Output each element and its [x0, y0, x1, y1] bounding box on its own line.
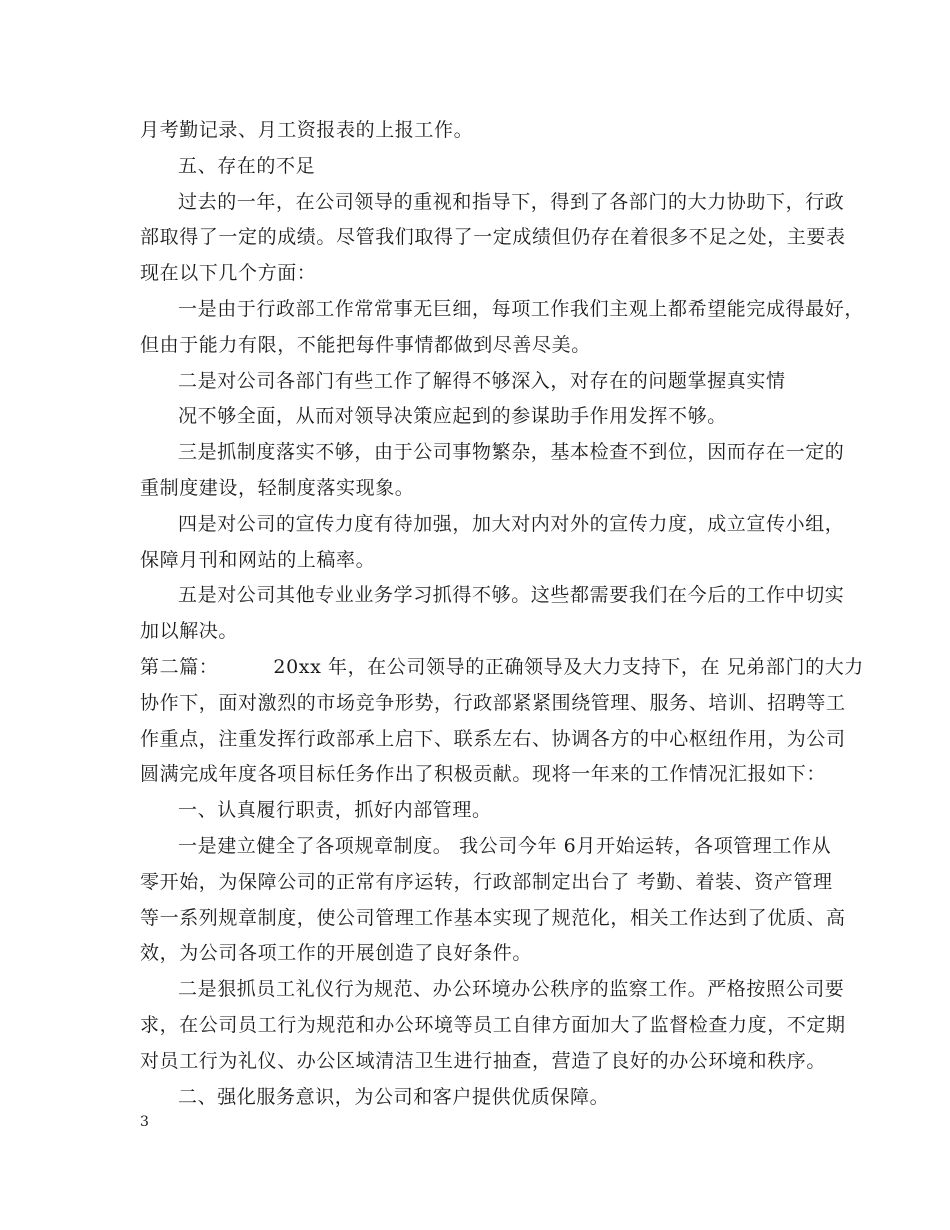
section-label: 第二篇： [140, 655, 219, 678]
line-text: 加以解决。 [140, 620, 239, 643]
text-line [140, 256, 820, 292]
line-text: 等一系列规章制度，使公司管理工作基本实现了规范化，相关工作达到了优质、高 [140, 906, 846, 929]
line-text: 二是狠抓员工礼仪行为规范、办公环境办公秩序的监察工作。严格按照公司要 [178, 978, 845, 1001]
line-text: 20xx 年，在公司领导的正确领导及大力支持下，在 兄弟部门的大力 [273, 655, 864, 678]
text-line [140, 1080, 820, 1116]
line-text: 圆满完成年度各项目标任务作出了积极贡献。现将一年来的工作情况汇报如下： [140, 763, 827, 786]
document-body [140, 113, 865, 1115]
text-line [140, 578, 845, 614]
text-line [140, 113, 820, 149]
line-text: 五是对公司其他专业业务学习抓得不够。这些都需要我们在今后的工作中切实 [178, 584, 845, 607]
text-line [140, 936, 820, 972]
text-line [140, 399, 820, 435]
text-line [140, 650, 864, 686]
line-text: 况不够全面，从而对领导决策应起到的参谋助手作用发挥不够。 [178, 405, 727, 428]
text-line [140, 435, 845, 471]
text-line [140, 722, 846, 758]
text-line [140, 292, 865, 328]
line-text: 对员工行为礼仪、办公区域清洁卫生进行抽查，营造了良好的办公环境和秩序。 [140, 1049, 827, 1072]
text-line [140, 471, 820, 507]
line-text: 一、认真履行职责，抓好内部管理。 [178, 799, 492, 822]
line-text: 一是建立健全了各项规章制度。 我公司今年 6月开始运转，各项管理工作从 [178, 834, 832, 857]
text-line [140, 1008, 846, 1044]
text-line [140, 149, 820, 185]
text-line [140, 829, 832, 865]
line-text: 效，为公司各项工作的开展创造了良好条件。 [140, 942, 533, 965]
line-text: 现在以下几个方面： [140, 262, 317, 285]
page-number: 3 [140, 1114, 149, 1130]
text-line [140, 901, 846, 937]
line-text: 一是由于行政部工作常常事无巨细，每项工作我们主观上都希望能完成得最好， [178, 297, 865, 320]
line-text: 求，在公司员工行为规范和办公环境等员工自律方面加大了监督检查力度，不定期 [140, 1013, 846, 1036]
line-text: 三是抓制度落实不够，由于公司事物繁杂，基本检查不到位，因而存在一定的 [178, 441, 845, 464]
line-text: 五、存在的不足 [178, 154, 316, 177]
line-text: 但由于能力有限，不能把每件事情都做到尽善尽美。 [140, 333, 591, 356]
text-line [140, 185, 845, 221]
text-line [140, 364, 820, 400]
text-line [140, 865, 833, 901]
line-text: 二、强化服务意识，为公司和客户提供优质保障。 [178, 1085, 610, 1108]
text-line [140, 507, 845, 543]
line-text: 保障月刊和网站的上稿率。 [140, 548, 376, 571]
text-line [140, 543, 820, 579]
line-text: 过去的一年，在公司领导的重视和指导下，得到了各部门的大力协助下，行政 [178, 190, 845, 213]
line-text: 重制度建设，轻制度落实现象。 [140, 476, 415, 499]
text-line [140, 686, 846, 722]
text-line [140, 972, 845, 1008]
line-text: 作重点，注重发挥行政部承上启下、联系左右、协调各方的中心枢纽作用，为公司 [140, 727, 846, 750]
line-text: 月考勤记录、月工资报表的上报工作。 [140, 119, 474, 141]
line-text: 协作下，面对激烈的市场竞争形势，行政部紧紧围绕管理、服务、培训、招聘等工 [140, 691, 846, 714]
text-line [140, 328, 820, 364]
text-line [140, 220, 846, 256]
text-line [140, 757, 827, 793]
text-line [140, 793, 820, 829]
line-text: 四是对公司的宣传力度有待加强，加大对内对外的宣传力度，成立宣传小组， [178, 512, 845, 535]
text-line [140, 614, 820, 650]
line-text: 二是对公司各部门有些工作了解得不够深入，对存在的问题掌握真实情 [178, 369, 786, 392]
line-text: 零开始，为保障公司的正常有序运转，行政部制定出台了 考勤、着装、资产管理 [140, 870, 833, 893]
text-line [140, 1044, 827, 1080]
line-text: 部取得了一定的成绩。尽管我们取得了一定成绩但仍存在着很多不足之处，主要表 [140, 226, 846, 249]
